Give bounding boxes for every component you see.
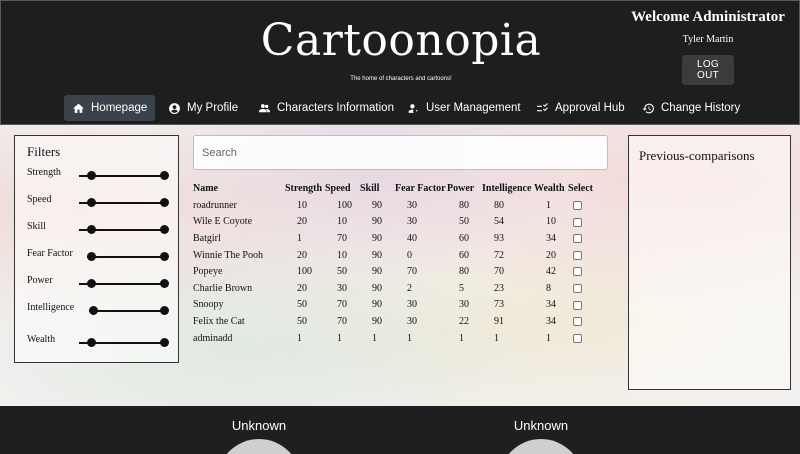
- column-header: Wealth: [534, 183, 565, 194]
- stat-cell: 50: [459, 216, 469, 228]
- stat-cell: 30: [337, 282, 347, 294]
- main-nav: [1, 95, 800, 121]
- filter-power: [27, 275, 172, 295]
- comparison-area: [0, 406, 800, 454]
- column-header: Select: [568, 183, 593, 194]
- table-row: [193, 297, 598, 314]
- column-header: Skill: [360, 183, 380, 194]
- main-content: [0, 125, 800, 406]
- select-checkbox[interactable]: [573, 334, 582, 343]
- stat-cell: 90: [372, 232, 382, 244]
- stat-cell: 10: [337, 249, 347, 261]
- table-row: [193, 313, 598, 330]
- stat-cell: 22: [459, 315, 469, 327]
- slider-track[interactable]: [87, 256, 162, 258]
- table-row: [193, 330, 598, 347]
- filter-label: Wealth: [27, 334, 56, 345]
- stat-cell: 20: [297, 249, 307, 261]
- stat-cell: 60: [459, 232, 469, 244]
- select-cell: [568, 297, 598, 314]
- select-cell: [568, 230, 598, 247]
- stat-cell: 34: [546, 315, 556, 327]
- stat-cell: 70: [494, 266, 504, 278]
- stat-cell: 90: [372, 216, 382, 228]
- stat-cell: 42: [546, 266, 556, 278]
- nav-label: Approval Hub: [555, 102, 625, 114]
- right-character-avatar: [499, 439, 583, 454]
- stat-cell: 1: [297, 232, 302, 244]
- table-row: [193, 263, 598, 280]
- nav-label: User Management: [426, 102, 521, 114]
- stat-cell: 70: [337, 299, 347, 311]
- user-gear-icon: [407, 102, 420, 115]
- slider-min-handle[interactable]: [87, 225, 96, 234]
- character-name-cell: Snoopy: [193, 299, 224, 311]
- select-cell: [568, 313, 598, 330]
- stat-cell: 34: [546, 299, 556, 311]
- character-name-cell: roadrunner: [193, 199, 237, 211]
- site-header: [0, 0, 800, 125]
- stat-cell: 1: [546, 199, 551, 211]
- stat-cell: 1: [337, 332, 342, 344]
- nav-user-management[interactable]: [399, 95, 529, 121]
- people-icon: [258, 102, 271, 115]
- select-cell: [568, 214, 598, 231]
- stat-cell: 20: [297, 282, 307, 294]
- select-cell: [568, 330, 598, 347]
- stat-cell: 70: [407, 266, 417, 278]
- select-checkbox[interactable]: [573, 234, 582, 243]
- select-cell: [568, 280, 598, 297]
- filter-strength: [27, 167, 172, 187]
- slider-max-handle[interactable]: [160, 198, 169, 207]
- character-name-cell: Felix the Cat: [193, 315, 245, 327]
- stat-cell: 23: [494, 282, 504, 294]
- character-name-cell: Charlie Brown: [193, 282, 253, 294]
- stat-cell: 80: [459, 199, 469, 211]
- nav-change-history[interactable]: [634, 95, 748, 121]
- user-name: Tyler Martin: [682, 34, 734, 45]
- stat-cell: 93: [494, 232, 504, 244]
- slider-max-handle[interactable]: [160, 338, 169, 347]
- stat-cell: 10: [546, 216, 556, 228]
- select-cell: [568, 197, 598, 214]
- welcome-title: Welcome Administrator: [631, 9, 785, 25]
- stat-cell: 30: [459, 299, 469, 311]
- slider-min-handle[interactable]: [87, 338, 96, 347]
- select-checkbox[interactable]: [573, 201, 582, 210]
- stat-cell: 2: [407, 282, 412, 294]
- stat-cell: 50: [297, 315, 307, 327]
- slider-track[interactable]: [89, 310, 162, 312]
- stat-cell: 70: [337, 232, 347, 244]
- nav-label: Homepage: [91, 102, 148, 114]
- stat-cell: 72: [494, 249, 504, 261]
- stat-cell: 10: [337, 216, 347, 228]
- filter-fear-factor: [27, 248, 172, 268]
- filters-title: Filters: [27, 144, 61, 159]
- filters-panel: [14, 135, 179, 363]
- stat-cell: 8: [546, 282, 551, 294]
- column-header: Speed: [325, 183, 351, 194]
- stat-cell: 30: [407, 315, 417, 327]
- filter-speed: [27, 194, 172, 214]
- character-name-cell: Batgirl: [193, 232, 221, 244]
- stat-cell: 90: [372, 266, 382, 278]
- stat-cell: 40: [407, 232, 417, 244]
- stat-cell: 90: [372, 199, 382, 211]
- checklist-icon: [536, 102, 549, 115]
- select-cell: [568, 247, 598, 264]
- nav-label: My Profile: [187, 102, 239, 114]
- stat-cell: 5: [459, 282, 464, 294]
- site-title: Cartoonopia: [260, 15, 542, 66]
- filter-label: Intelligence: [27, 302, 75, 313]
- stat-cell: 0: [407, 249, 412, 261]
- stat-cell: 1: [459, 332, 464, 344]
- column-header: Name: [193, 183, 218, 194]
- stat-cell: 54: [494, 216, 504, 228]
- character-name-cell: Winnie The Pooh: [193, 249, 263, 261]
- search-input[interactable]: [193, 135, 608, 170]
- table-row: [193, 230, 598, 247]
- table-row: [193, 280, 598, 297]
- right-character-name: Unknown: [513, 418, 569, 433]
- filter-intelligence: [27, 302, 172, 322]
- slider-min-handle[interactable]: [87, 198, 96, 207]
- stat-cell: 1: [494, 332, 499, 344]
- stat-cell: 91: [494, 315, 504, 327]
- select-checkbox[interactable]: [573, 251, 582, 260]
- stat-cell: 80: [459, 266, 469, 278]
- logout-button[interactable]: LOG OUT: [682, 55, 734, 85]
- stat-cell: 90: [372, 249, 382, 261]
- left-character-avatar: [217, 439, 301, 454]
- stat-cell: 34: [546, 232, 556, 244]
- filter-label: Speed: [27, 194, 52, 205]
- welcome-panel: [623, 9, 793, 85]
- character-name-cell: adminadd: [193, 332, 233, 344]
- stat-cell: 50: [297, 299, 307, 311]
- filter-skill: [27, 221, 172, 241]
- stat-cell: 100: [337, 199, 352, 211]
- table-row: [193, 214, 598, 231]
- stat-cell: 90: [372, 299, 382, 311]
- select-checkbox[interactable]: [573, 267, 582, 276]
- table-row: [193, 197, 598, 214]
- stat-cell: 60: [459, 249, 469, 261]
- select-checkbox[interactable]: [573, 284, 582, 293]
- previous-comparisons-title: Previous-comparisons: [639, 148, 755, 163]
- home-icon: [72, 102, 85, 115]
- nav-my-profile[interactable]: [160, 95, 246, 121]
- stat-cell: 100: [297, 266, 312, 278]
- stat-cell: 90: [372, 315, 382, 327]
- stat-cell: 1: [372, 332, 377, 344]
- stat-cell: 1: [546, 332, 551, 344]
- characters-table: [193, 180, 598, 346]
- slider-min-handle[interactable]: [89, 306, 98, 315]
- nav-label: Change History: [661, 102, 741, 114]
- user-circle-icon: [168, 102, 181, 115]
- slider-max-handle[interactable]: [160, 225, 169, 234]
- select-checkbox[interactable]: [573, 317, 582, 326]
- slider-min-handle[interactable]: [87, 171, 96, 180]
- filter-label: Fear Factor: [27, 248, 73, 259]
- left-character-name: Unknown: [231, 418, 287, 433]
- column-header: Power: [447, 183, 475, 194]
- stat-cell: 1: [407, 332, 412, 344]
- table-header-row: [193, 180, 598, 197]
- column-header: Intelligence: [482, 183, 532, 194]
- stat-cell: 73: [494, 299, 504, 311]
- stat-cell: 50: [337, 266, 347, 278]
- stat-cell: 90: [372, 282, 382, 294]
- select-checkbox[interactable]: [573, 218, 582, 227]
- filter-wealth: [27, 334, 172, 354]
- select-checkbox[interactable]: [573, 301, 582, 310]
- character-name-cell: Popeye: [193, 266, 223, 278]
- previous-comparisons-panel: [628, 135, 791, 390]
- character-name-cell: Wile E Coyote: [193, 216, 253, 228]
- site-tagline: The home of characters and cartoons!: [350, 76, 452, 82]
- stat-cell: 10: [297, 199, 307, 211]
- column-header: Strength: [285, 183, 323, 194]
- select-cell: [568, 263, 598, 280]
- slider-max-handle[interactable]: [160, 279, 169, 288]
- stat-cell: 20: [546, 249, 556, 261]
- stat-cell: 20: [297, 216, 307, 228]
- stat-cell: 30: [407, 216, 417, 228]
- slider-min-handle[interactable]: [87, 252, 96, 261]
- history-icon: [642, 102, 655, 115]
- slider-min-handle[interactable]: [87, 279, 96, 288]
- stat-cell: 70: [337, 315, 347, 327]
- stat-cell: 1: [297, 332, 302, 344]
- filter-label: Power: [27, 275, 53, 286]
- nav-approval-hub[interactable]: [528, 95, 633, 121]
- nav-homepage[interactable]: [64, 95, 155, 121]
- slider-max-handle[interactable]: [160, 171, 169, 180]
- stat-cell: 30: [407, 199, 417, 211]
- slider-max-handle[interactable]: [160, 252, 169, 261]
- stat-cell: 30: [407, 299, 417, 311]
- column-header: Fear Factor: [395, 183, 446, 194]
- filter-label: Strength: [27, 167, 61, 178]
- table-body: [193, 197, 598, 346]
- stat-cell: 80: [494, 199, 504, 211]
- nav-label: Characters Information: [277, 102, 394, 114]
- table-row: [193, 247, 598, 264]
- slider-max-handle[interactable]: [160, 306, 169, 315]
- nav-characters-information[interactable]: [250, 95, 402, 121]
- filter-label: Skill: [27, 221, 46, 232]
